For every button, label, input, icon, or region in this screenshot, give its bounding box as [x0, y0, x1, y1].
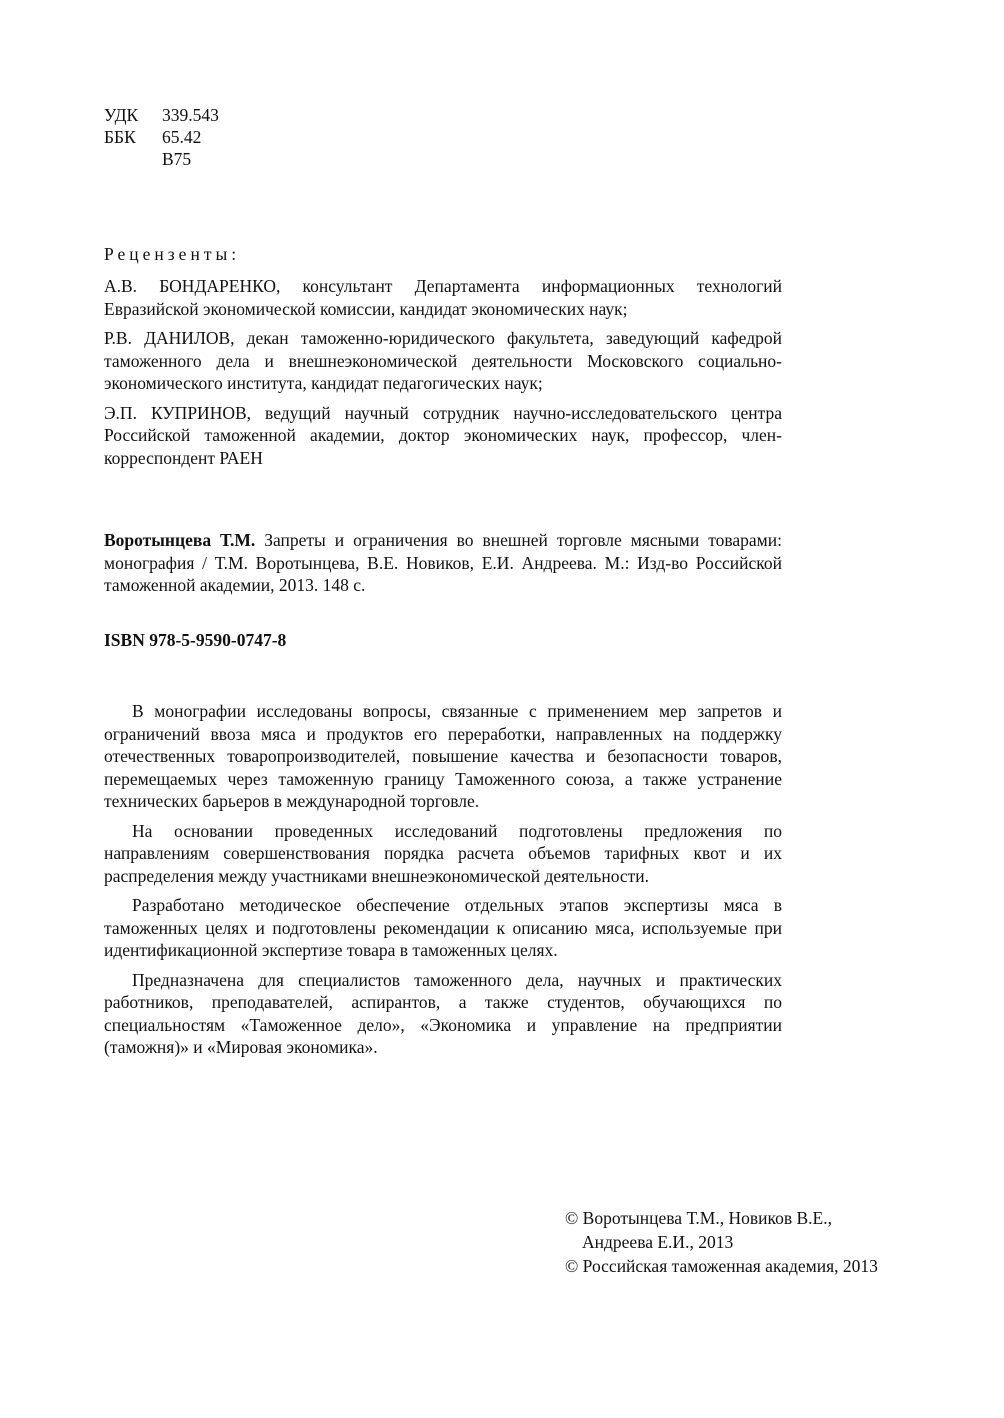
- reviewer-danilov: Р.В. ДАНИЛОВ, декан таможенно-юридического факультета, заведующий кафедрой таможенного дела и внешнеэкономической деятельности Московского социально-экономического института, кандидат педагогических наук;: [104, 328, 782, 393]
- classification-row-udk: [104, 104, 782, 126]
- reviewers-title: Рецензенты:: [104, 244, 241, 264]
- classification-label: ББК: [104, 127, 136, 147]
- classification-value: 339.543: [162, 105, 219, 125]
- copyright-notice: [565, 1206, 925, 1278]
- citation-text: Запреты и ограничения во внешней торговле мясными товарами: монография / Т.М. Воротынцева, В.Е. Новиков, Е.И. Андреева. М.: Изд-во Российской таможенной академии, 2013. 148 с.: [104, 530, 782, 595]
- isbn: ISBN 978-5-9590-0747-8: [104, 630, 287, 650]
- copyright-authors-cont: Андреева Е.И., 2013: [582, 1232, 734, 1252]
- reviewer-kuprinov: Э.П. КУПРИНОВ, ведущий научный сотрудник научно-исследовательского центра Российской таможенной академии, доктор экономических наук, профессор, член-корреспондент РАЕН: [104, 402, 782, 468]
- annotation-paragraph: В монографии исследованы вопросы, связанные с применением мер запретов и ограничений ввоза мяса и продуктов его переработки, направленных на поддержку отечественных товаропроизводителей, повышение качества и безопасности товаров, перемещаемых через таможенную границу Таможенного союза, а также устранение технических барьеров в международной торговле.: [104, 701, 782, 811]
- classification-label: [104, 148, 162, 170]
- classification-label: УДК: [104, 105, 139, 125]
- annotation: [104, 700, 782, 1066]
- bibliographic-citation: [104, 529, 782, 597]
- classification-value: 65.42: [162, 127, 202, 147]
- copyright-academy: © Российская таможенная академия, 2013: [565, 1256, 878, 1276]
- reviewer-bondarenko: А.В. БОНДАРЕНКО, консультант Департамента информационных технологий Евразийской экономической комиссии, кандидат экономических наук;: [104, 276, 782, 319]
- annotation-paragraph: На основании проведенных исследований подготовлены предложения по направлениям совершенствования порядка расчета объемов тарифных квот и их распределения между участниками внешнеэкономической деятельности.: [104, 820, 782, 886]
- reviewers-list: [104, 275, 782, 476]
- classification-codes: [104, 104, 782, 170]
- copyright-authors: © Воротынцева Т.М., Новиков В.Е.,: [565, 1208, 832, 1228]
- classification-value: В75: [162, 149, 192, 169]
- classification-row-author-mark: [104, 148, 782, 170]
- classification-row-bbk: [104, 126, 782, 148]
- annotation-paragraph: Предназначена для специалистов таможенного дела, научных и практических работников, преподавателей, аспирантов, а также студентов, обучающихся по специальностям «Таможенное дело», «Экономика и управление на предприятии (таможня)» и «Мировая экономика».: [104, 969, 782, 1057]
- annotation-paragraph: Разработано методическое обеспечение отдельных этапов экспертизы мяса в таможенных целях и подготовлены рекомендации к описанию мяса, используемые при идентификационной экспертизе товара в таможенных целях.: [104, 895, 782, 960]
- citation-author: Воротынцева Т.М.: [104, 530, 256, 550]
